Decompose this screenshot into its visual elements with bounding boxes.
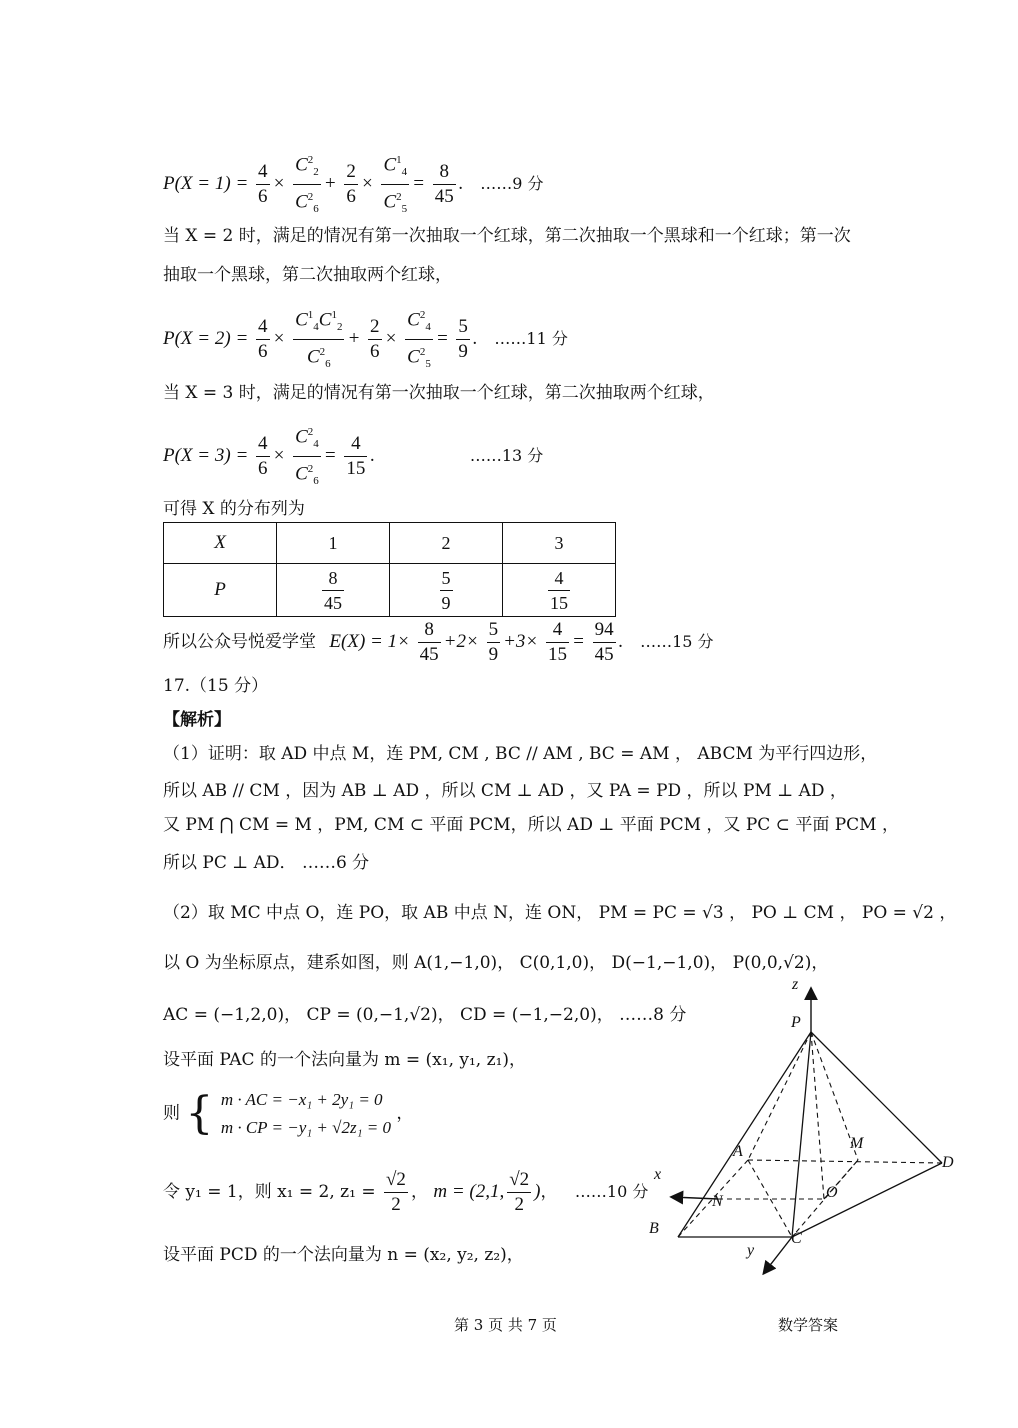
score-mark: ……10 分 xyxy=(574,1182,649,1201)
distribution-table xyxy=(163,522,616,617)
equation-p-x1: P(X = 1) = $\frac{4}{6}$ × $\frac{C^2_2}{C^2_6}$ + $\frac{2}{6}$ × $\frac{C^1_4}{C^2_5}$ = $\frac{8}{45}$ . ……9 分 xyxy=(163,148,543,221)
expectation-line: 所以公众号悦爱学堂 E(X) = 1× $\frac{8}{45}$ +2× $\frac{5}{9}$ +3× $\frac{4}{15}$ = $\frac{94}{45}$ . ……15 分 xyxy=(163,619,714,665)
text-x3-condition: 当 X = 3 时，满足的情况有第一次抽取一个红球，第二次抽取两个红球， xyxy=(163,383,715,403)
question-17-header: 17.（15 分） xyxy=(163,676,269,696)
proof-line-4: 所以 PC ⊥ AD． ……6 分 xyxy=(163,853,370,873)
eq-lhs: P(X = 1) = xyxy=(163,172,249,194)
label-c: C xyxy=(791,1230,802,1247)
label-n: N xyxy=(712,1193,723,1210)
part2-line-3: AC = (−1,2,0)， CP = (0,−1,√2)， CD = (−1,−2,0)， ……8 分 xyxy=(163,1005,687,1025)
table-row: P $\frac{8}{45}$ $\frac{5}{9}$ $\frac{4}{15}$ xyxy=(164,564,616,617)
proof-line-1: （1）证明：取 AD 中点 M，连 PM, CM , BC // AM , BC = AM ， ABCM 为平行四边形， xyxy=(163,744,878,764)
subject-label: 数学答案 xyxy=(778,1316,839,1334)
text-x2-condition-cont: 抽取一个黑球，第二次抽取两个红球， xyxy=(163,265,452,285)
text-x2-condition: 当 X = 2 时，满足的情况有第一次抽取一个红球，第二次抽取一个黑球和一个红球；第一次 xyxy=(163,226,851,246)
pyramid-figure xyxy=(640,975,980,1285)
label-a: A xyxy=(733,1143,743,1160)
analysis-header: 【解析】 xyxy=(163,710,231,730)
label-b: B xyxy=(649,1220,659,1237)
score-mark: ……15 分 xyxy=(640,631,714,651)
equation-p-x2: P(X = 2) = $\frac{4}{6}$ × $\frac{C^1_4C^1_2}{C^2_6}$ + $\frac{2}{6}$ × $\frac{C^2_4}{C^2_5}$ = $\frac{5}{9}$ . ……11 分 xyxy=(163,303,568,376)
part2-last-line: 设平面 PCD 的一个法向量为 n = (x₂, y₂, z₂)， xyxy=(163,1245,524,1265)
score-mark: ……13 分 xyxy=(469,445,544,465)
system-row-2: m · CP = −y₁ + √2z₁ = 0 xyxy=(220,1118,391,1137)
proof-line-3: 又 PM ⋂ CM = M ，PM, CM ⊂ 平面 PCM，所以 AD ⊥ 平面 PCM ，又 PC ⊂ 平面 PCM ， xyxy=(163,815,899,835)
equation-p-x3: P(X = 3) = $\frac{4}{6}$ × $\frac{C^2_4}{C^2_6}$ = $\frac{4}{15}$ . ……13 分 xyxy=(163,420,543,493)
label-y: y xyxy=(747,1242,755,1259)
score-mark: ……11 分 xyxy=(494,328,568,348)
label-m: M xyxy=(850,1135,864,1152)
system-row-1: m · AC = −x₁ + 2y₁ = 0 xyxy=(220,1090,383,1109)
table-row: X 1 2 3 xyxy=(164,523,616,564)
label-z: z xyxy=(792,976,799,993)
label-x: x xyxy=(654,1166,662,1183)
part2-line-1: （2）取 MC 中点 O，连 PO，取 AB 中点 N，连 ON， PM = PC = √3 ， PO ⊥ CM ， PO = √2 ， xyxy=(163,903,957,923)
part2-line-4: 设平面 PAC 的一个法向量为 m = (x₁, y₁, z₁)， xyxy=(163,1050,527,1070)
proof-line-2: 所以 AB // CM ，因为 AB ⊥ AD ，所以 CM ⊥ AD ，又 PA = PD ，所以 PM ⊥ AD ， xyxy=(163,781,847,801)
label-d: D xyxy=(942,1154,954,1171)
label-p: P xyxy=(791,1014,801,1031)
equation-system: 则 { m · AC = −x₁ + 2y₁ = 0 m · CP = −y₁ + √2z₁ = 0 ， xyxy=(163,1086,413,1142)
y-axis xyxy=(764,1237,792,1273)
text-distribution-intro: 可得 X 的分布列为 xyxy=(163,499,305,519)
part2-line-2: 以 O 为坐标原点，建系如图，则 A(1,−1,0)， C(0,1,0)， D(−1,−1,0)， P(0,0,√2)， xyxy=(163,953,829,973)
score-mark: ……9 分 xyxy=(480,173,544,193)
page-number: 第 3 页 共 7 页 xyxy=(454,1316,557,1334)
let-line: 令 y₁ = 1，则 x₁ = 2, z₁ = $\frac{√2}{2}$ ， m = (2,1, $\frac{√2}{2}$ )， ……10 分 xyxy=(163,1169,649,1215)
label-o: O xyxy=(826,1184,838,1201)
